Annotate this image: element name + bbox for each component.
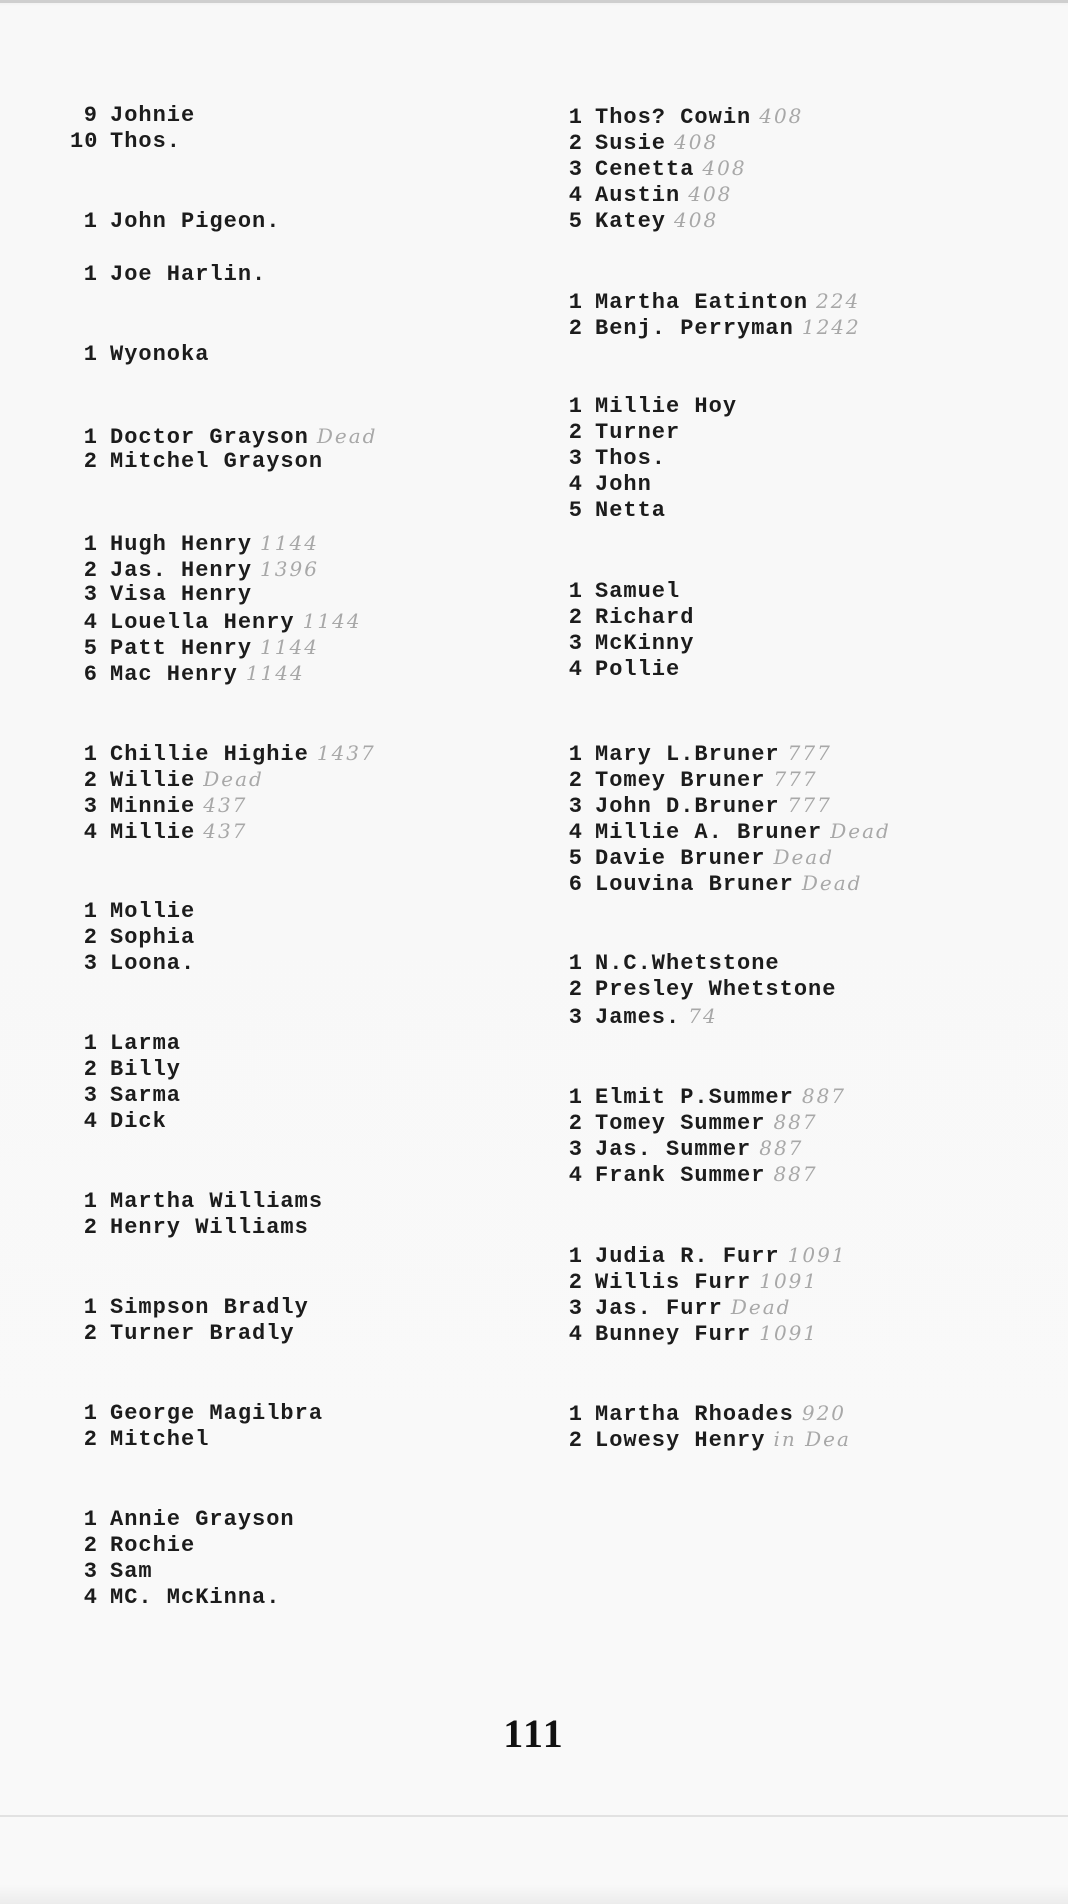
right_column-entry <box>555 1109 818 1137</box>
handwritten-annotation: 408 <box>674 208 719 232</box>
entry-number: 1 <box>83 1031 98 1056</box>
entry-name: Visa Henry <box>110 582 253 607</box>
right_column-entry <box>555 314 861 342</box>
entry-name: Benj. Perryman <box>595 316 794 341</box>
entry-number: 2 <box>568 1270 583 1295</box>
entry-number: 2 <box>83 1321 98 1346</box>
entry-number: 1 <box>83 1295 98 1320</box>
right_column-entry <box>555 155 747 183</box>
entry-number: 10 <box>70 129 99 154</box>
left_column-entry <box>70 925 195 951</box>
entry-number: 2 <box>568 1111 583 1136</box>
left_column-entry <box>70 1295 309 1321</box>
left_column-entry <box>70 899 195 925</box>
entry-number: 4 <box>568 472 583 497</box>
entry-number: 1 <box>83 532 98 557</box>
entry-number: 1 <box>568 290 583 315</box>
handwritten-annotation: 887 <box>759 1136 804 1160</box>
entry-number: 2 <box>83 1057 98 1082</box>
entry-number: 4 <box>83 1585 98 1610</box>
right_column-entry <box>555 129 718 157</box>
entry-number: 1 <box>83 342 98 367</box>
entry-name: Larma <box>110 1031 182 1056</box>
right_column-entry <box>555 1003 718 1031</box>
entry-name: Millie Hoy <box>595 394 738 419</box>
right_column-entry <box>555 207 718 235</box>
entry-name: McKinny <box>595 631 695 656</box>
entry-name: Elmit P.Summer <box>595 1085 794 1110</box>
entry-name: Martha Williams <box>110 1189 324 1214</box>
scan-top-edge <box>0 0 1068 3</box>
handwritten-annotation: 1144 <box>302 609 362 633</box>
entry-name: Chillie Highie <box>110 742 309 767</box>
entry-name: Mitchel <box>110 1427 210 1452</box>
left_column-entry <box>70 951 195 977</box>
entry-name: Martha Rhoades <box>595 1402 794 1427</box>
right_column-entry <box>555 977 836 1003</box>
left_column-entry <box>70 1321 295 1347</box>
left_column-entry <box>70 634 319 662</box>
entry-name: Jas. Furr <box>595 1296 723 1321</box>
entry-number: 1 <box>83 1189 98 1214</box>
entry-number: 2 <box>83 1427 98 1452</box>
left_column-entry <box>70 342 209 368</box>
right_column-entry <box>555 103 803 131</box>
entry-number: 2 <box>83 1533 98 1558</box>
left_column-entry <box>70 1215 309 1241</box>
handwritten-annotation: 777 <box>773 767 818 791</box>
left_column-entry <box>70 740 376 768</box>
handwritten-annotation: 74 <box>688 1004 718 1028</box>
entry-number: 4 <box>568 1322 583 1347</box>
left_column-entry <box>70 209 280 235</box>
entry-number: 5 <box>83 636 98 661</box>
left_column-entry <box>70 660 305 688</box>
entry-name: John Pigeon. <box>110 209 281 234</box>
entry-number: 4 <box>83 1109 98 1134</box>
entry-name: Louella Henry <box>110 610 295 635</box>
right_column-entry <box>555 1400 846 1428</box>
entry-number: 4 <box>83 610 98 635</box>
entry-name: Loona. <box>110 951 196 976</box>
entry-name: Sophia <box>110 925 196 950</box>
entry-name: Millie A. Bruner <box>595 820 823 845</box>
entry-name: Thos? Cowin <box>595 105 752 130</box>
right_column-entry <box>555 870 862 898</box>
right_column-entry <box>555 1135 803 1163</box>
entry-number: 1 <box>568 579 583 604</box>
right_column-entry <box>555 766 818 794</box>
entry-name: Turner <box>595 420 681 445</box>
handwritten-annotation: 777 <box>787 741 832 765</box>
entry-number: 3 <box>83 582 98 607</box>
entry-number: 3 <box>83 794 98 819</box>
entry-name: Willie <box>110 768 196 793</box>
entry-name: Lowesy Henry <box>595 1428 766 1453</box>
left_column-entry <box>70 1427 209 1453</box>
entry-name: Martha Eatinton <box>595 290 809 315</box>
entry-number: 5 <box>568 498 583 523</box>
entry-number: 1 <box>568 1244 583 1269</box>
handwritten-annotation: 1091 <box>759 1269 819 1293</box>
entry-number: 1 <box>83 899 98 924</box>
handwritten-annotation: 1091 <box>759 1321 819 1345</box>
entry-number: 3 <box>568 1296 583 1321</box>
right_column-entry <box>555 1426 851 1454</box>
handwritten-annotation: Dead <box>773 845 835 869</box>
entry-name: Henry Williams <box>110 1215 309 1240</box>
entry-name: Annie Grayson <box>110 1507 295 1532</box>
left_column-entry <box>70 1401 323 1427</box>
entry-name: Davie Bruner <box>595 846 766 871</box>
entry-name: Minnie <box>110 794 196 819</box>
entry-name: John D.Bruner <box>595 794 780 819</box>
entry-name: Mac Henry <box>110 662 238 687</box>
entry-name: Pollie <box>595 657 681 682</box>
entry-name: Bunney Furr <box>595 1322 752 1347</box>
entry-name: Sarma <box>110 1083 182 1108</box>
entry-name: George Magilbra <box>110 1401 324 1426</box>
entry-name: Samuel <box>595 579 681 604</box>
left_column-entry <box>70 423 377 451</box>
entry-name: Jas. Summer <box>595 1137 752 1162</box>
right_column-entry <box>555 446 666 472</box>
entry-name: Simpson Bradly <box>110 1295 309 1320</box>
entry-name: Mary L.Bruner <box>595 742 780 767</box>
entry-name: Millie <box>110 820 196 845</box>
entry-number: 5 <box>568 846 583 871</box>
entry-number: 2 <box>83 768 98 793</box>
entry-number: 9 <box>83 103 98 128</box>
entry-number: 6 <box>83 662 98 687</box>
right_column-entry <box>555 1294 791 1322</box>
entry-number: 1 <box>568 951 583 976</box>
entry-number: 2 <box>568 768 583 793</box>
entry-number: 2 <box>568 131 583 156</box>
left_column-entry <box>70 1585 280 1611</box>
entry-number: 2 <box>568 1428 583 1453</box>
right_column-entry <box>555 1083 846 1111</box>
left_column-entry <box>70 1031 181 1057</box>
entry-number: 1 <box>83 1507 98 1532</box>
entry-number: 2 <box>83 449 98 474</box>
entry-name: Mollie <box>110 899 196 924</box>
entry-name: Billy <box>110 1057 182 1082</box>
right_column-entry <box>555 951 780 977</box>
entry-number: 1 <box>568 394 583 419</box>
entry-name: Judia R. Furr <box>595 1244 780 1269</box>
entry-name: Patt Henry <box>110 636 253 661</box>
entry-number: 4 <box>568 183 583 208</box>
entry-number: 2 <box>568 977 583 1002</box>
right_column-entry <box>555 657 680 683</box>
entry-name: Wyonoka <box>110 342 210 367</box>
handwritten-annotation: 224 <box>816 289 861 313</box>
left_column-entry <box>70 449 323 475</box>
entry-number: 3 <box>568 1005 583 1030</box>
entry-name: Katey <box>595 209 667 234</box>
handwritten-annotation: 887 <box>773 1110 818 1134</box>
entry-name: Frank Summer <box>595 1163 766 1188</box>
handwritten-annotation: 408 <box>688 182 733 206</box>
entry-number: 2 <box>568 420 583 445</box>
left_column-entry <box>70 766 264 794</box>
handwritten-annotation: 1396 <box>260 557 319 581</box>
handwritten-annotation: 408 <box>759 104 804 128</box>
entry-name: Johnie <box>110 103 196 128</box>
right_column-entry <box>555 1320 818 1348</box>
entry-number: 2 <box>568 605 583 630</box>
entry-name: Richard <box>595 605 695 630</box>
right_column-entry <box>555 792 832 820</box>
left_column-entry <box>70 530 319 558</box>
entry-name: Tomey Summer <box>595 1111 766 1136</box>
right_column-entry <box>555 420 680 446</box>
handwritten-annotation: Dead <box>203 767 264 791</box>
entry-name: Sam <box>110 1559 153 1584</box>
entry-number: 1 <box>568 1085 583 1110</box>
handwritten-annotation: Dead <box>830 819 891 843</box>
left_column-entry <box>70 608 362 636</box>
handwritten-annotation: in Dea <box>773 1427 851 1451</box>
entry-name: Presley Whetstone <box>595 977 837 1002</box>
entry-name: Cenetta <box>595 157 695 182</box>
entry-name: Louvina Bruner <box>595 872 794 897</box>
left_column-entry <box>70 1189 323 1215</box>
entry-number: 2 <box>83 1215 98 1240</box>
left_column-entry <box>70 1109 167 1135</box>
entry-number: 1 <box>568 1402 583 1427</box>
entry-number: 2 <box>83 558 98 583</box>
entry-name: Jas. Henry <box>110 558 253 583</box>
entry-name: Tomey Bruner <box>595 768 766 793</box>
right_column-entry <box>555 288 860 316</box>
left_column-entry <box>70 792 247 820</box>
left_column-entry <box>70 1057 181 1083</box>
right_column-entry <box>555 605 694 631</box>
left_column-entry <box>70 1533 195 1559</box>
entry-number: 5 <box>568 209 583 234</box>
entry-number: 1 <box>83 742 98 767</box>
entry-number: 1 <box>568 742 583 767</box>
entry-name: Willis Furr <box>595 1270 752 1295</box>
right_column-entry <box>555 844 834 872</box>
left_column-entry <box>70 556 319 584</box>
entry-number: 1 <box>83 209 98 234</box>
entry-number: 4 <box>568 657 583 682</box>
entry-name: N.C.Whetstone <box>595 951 780 976</box>
entry-name: Austin <box>595 183 681 208</box>
left_column-entry <box>70 103 195 129</box>
handwritten-annotation: 408 <box>674 130 719 154</box>
entry-name: James. <box>595 1005 681 1030</box>
entry-name: Doctor Grayson <box>110 425 309 450</box>
entry-name: Susie <box>595 131 667 156</box>
handwritten-annotation: 408 <box>702 156 747 180</box>
entry-number: 2 <box>83 925 98 950</box>
handwritten-annotation: Dead <box>730 1295 792 1319</box>
right_column-entry <box>555 740 832 768</box>
handwritten-annotation: 1144 <box>245 661 305 685</box>
right_column-entry <box>555 818 891 846</box>
handwritten-annotation: 437 <box>203 793 248 817</box>
entry-number: 3 <box>83 1559 98 1584</box>
entry-number: 3 <box>568 157 583 182</box>
handwritten-annotation: 887 <box>773 1162 818 1186</box>
right_column-entry <box>555 631 694 657</box>
left_column-entry <box>70 1559 153 1585</box>
entry-name: Turner Bradly <box>110 1321 295 1346</box>
entry-name: Rochie <box>110 1533 196 1558</box>
left_column-entry <box>70 262 266 288</box>
handwritten-annotation: 1091 <box>787 1243 847 1267</box>
entry-name: Joe Harlin. <box>110 262 267 287</box>
left_column-entry <box>70 818 247 846</box>
handwritten-annotation: 1242 <box>801 315 861 339</box>
handwritten-annotation: 437 <box>203 819 248 843</box>
handwritten-annotation: 1437 <box>316 741 376 765</box>
right_column-entry <box>555 181 732 209</box>
entry-name: Dick <box>110 1109 167 1134</box>
entry-number: 6 <box>568 872 583 897</box>
right_column-entry <box>555 394 737 420</box>
entry-number: 2 <box>568 316 583 341</box>
handwritten-annotation: Dead <box>801 871 863 895</box>
handwritten-annotation: 887 <box>801 1084 847 1108</box>
entry-name: John <box>595 472 652 497</box>
entry-number: 3 <box>568 794 583 819</box>
entry-number: 3 <box>568 1137 583 1162</box>
left_column-entry <box>70 129 181 155</box>
entry-number: 3 <box>83 951 98 976</box>
entry-name: MC. McKinna. <box>110 1585 281 1610</box>
right_column-entry <box>555 1161 818 1189</box>
entry-number: 1 <box>568 105 583 130</box>
right_column-entry <box>555 579 680 605</box>
entry-number: 4 <box>568 1163 583 1188</box>
entry-number: 3 <box>568 446 583 471</box>
right_column-entry <box>555 1268 818 1296</box>
page-number: 111 <box>503 1711 565 1756</box>
entry-number: 4 <box>568 820 583 845</box>
scan-bottom-edge <box>0 1815 1068 1817</box>
entry-name: Thos. <box>110 129 182 154</box>
handwritten-annotation: 1144 <box>260 531 319 555</box>
handwritten-annotation: 1144 <box>260 635 319 659</box>
left_column-entry <box>70 1083 181 1109</box>
entry-number: 1 <box>83 1401 98 1426</box>
right_column-entry <box>555 498 666 524</box>
entry-number: 3 <box>568 631 583 656</box>
entry-number: 1 <box>83 425 98 450</box>
entry-number: 4 <box>83 820 98 845</box>
entry-name: Hugh Henry <box>110 532 253 557</box>
entry-number: 1 <box>83 262 98 287</box>
entry-name: Netta <box>595 498 667 523</box>
right_column-entry <box>555 472 652 498</box>
left_column-entry <box>70 582 252 608</box>
handwritten-annotation: 920 <box>801 1401 847 1425</box>
entry-name: Thos. <box>595 446 667 471</box>
entry-number: 3 <box>83 1083 98 1108</box>
handwritten-annotation: 777 <box>787 793 832 817</box>
entry-name: Mitchel Grayson <box>110 449 324 474</box>
left_column-entry <box>70 1507 295 1533</box>
handwritten-annotation: Dead <box>316 424 378 448</box>
right_column-entry <box>555 1242 847 1270</box>
